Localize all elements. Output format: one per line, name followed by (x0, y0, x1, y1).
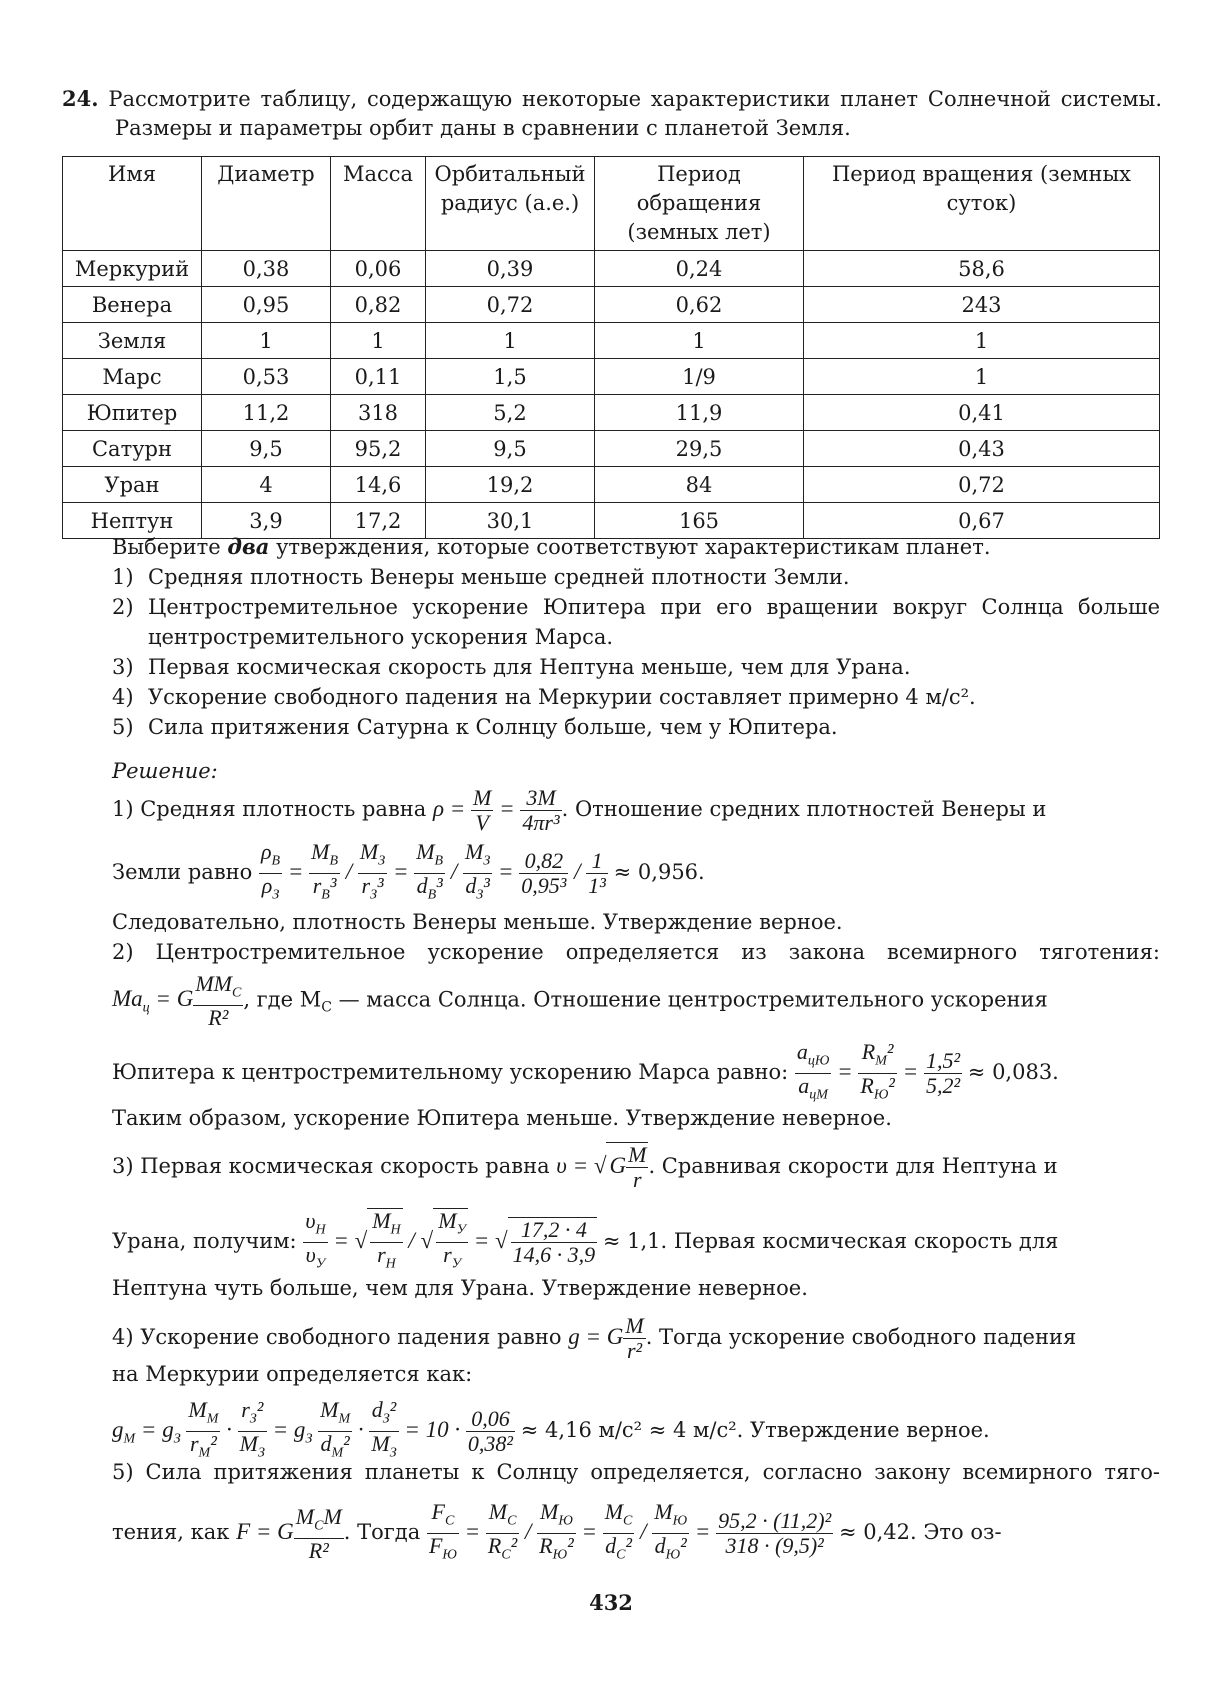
fraction-denominator: 0,38² (467, 1431, 514, 1457)
table-cell: 0,39 (426, 251, 595, 287)
col-mass: Масса (331, 157, 426, 251)
task-intro-text: Рассмотрите таблицу, содержащую некоторые характеристики планет Солнечной системы. Размеры и параметры орбит даны в сравнении с планетой Земля. (108, 87, 1162, 140)
table-cell: 4 (202, 467, 331, 503)
table-cell: 29,5 (595, 431, 804, 467)
solution-text: . Тогда ускорение свободного падения (645, 1324, 1077, 1349)
solution-result: ≈ 0,956. (613, 860, 705, 885)
solution-text: — масса Солнца. Отношение центростремительного ускорения (338, 987, 1048, 1012)
solution-text: . Сравнивая скорости для Нептуна и (648, 1153, 1058, 1178)
prompt-after: утверждения, которые соответствуют характеристикам планет. (276, 535, 991, 559)
col-name: Имя (63, 157, 202, 251)
table-cell: 9,5 (426, 431, 595, 467)
formula-acceleration-ratio: $\frac{a_{цЮ}}{a_{цМ}}$ = $\frac{R_М^2}{R_Ю^2}$ = $\frac{\text{1,5²}}{\text{5,2²}}$ (796, 1039, 961, 1103)
solution-text: 1) Средняя плотность равна (112, 796, 427, 821)
option-text: Центростремительное ускорение Юпитера при его вращении вокруг Солнца больше центростремительного ускорения Марса. (148, 595, 1160, 649)
option-text: Первая космическая скорость для Нептуна меньше, чем для Урана. (148, 655, 911, 679)
option-number: 5) (112, 715, 134, 739)
col-orbital-radius: Орбитальный радиус (а.е.) (426, 157, 595, 251)
table-cell: 95,2 (331, 431, 426, 467)
formula-mercury-gravity: $g_М = g_З$ $\frac{M_М}{r_М^2}$ · $\frac{r_З^2}{M_З}$ = $g_З$ $\frac{M_М}{d_М^2}$ · $\frac{d_З^2}{M_З}$ = 10 · $\frac{0,06}{\text{0,38²}}$ (112, 1397, 514, 1461)
fraction-numerator: 17,2 · 4 (511, 1218, 598, 1243)
option-5 (112, 712, 1160, 742)
solution-3-line-1 (112, 1142, 1160, 1192)
option-text: Сила притяжения Сатурна к Солнцу больше, чем у Юпитера. (148, 715, 838, 739)
solution-result: ≈ 1,1. Первая космическая скорость для (602, 1229, 1059, 1254)
table-cell: 243 (804, 287, 1160, 323)
formula-free-fall: g = G $\frac{M}{\text{r²}}$ (568, 1313, 644, 1363)
table-cell: 1,5 (426, 359, 595, 395)
table-row (63, 287, 1160, 323)
option-number: 4) (112, 685, 134, 709)
fraction-numerator: 0,82 (519, 849, 568, 874)
solution-text: . Тогда (343, 1520, 421, 1545)
table-cell: 0,82 (331, 287, 426, 323)
question-prompt (112, 532, 1160, 562)
solution-2-line-2: $Ma_ц = G$ $\frac{MM_С}{\text{R²}}$ , где $M_С$ — масса Солнца. Отношение центростремительного ускорения (112, 971, 1048, 1031)
table-cell: 30,1 (426, 503, 595, 539)
table-cell: 9,5 (202, 431, 331, 467)
planets-table (62, 156, 1160, 539)
coefficient: 10 · (425, 1417, 461, 1443)
solution-4-line-3 (112, 1398, 1160, 1466)
table-cell: Венера (63, 287, 202, 323)
table-cell: 0,72 (804, 467, 1160, 503)
table-cell: 58,6 (804, 251, 1160, 287)
table-cell: 5,2 (426, 395, 595, 431)
solution-5-line-1: 5) Сила притяжения планеты к Солнцу определяется, согласно закону всемирного тяго- (112, 1460, 1160, 1484)
fraction-numerator: 1,5² (925, 1048, 961, 1074)
fraction-denominator: 0,95³ (521, 873, 567, 899)
solution-text: , где M (243, 987, 322, 1012)
table-row (63, 251, 1160, 287)
formula-density: ρ = $\frac{M}{V}$ = $\frac{3M}{\text{4πr³}}$ (432, 785, 560, 835)
fraction-denominator: 5,2² (925, 1073, 961, 1099)
solution-text: тения, как (112, 1520, 230, 1545)
table-cell: 0,53 (202, 359, 331, 395)
col-orbital-period: Период обращения (земных лет) (595, 157, 804, 251)
option-2 (112, 592, 1160, 652)
solution-4-line-2: на Меркурии определяется как: (112, 1362, 473, 1386)
table-cell: Нептун (63, 503, 202, 539)
table-row (63, 323, 1160, 359)
table-cell: 0,95 (202, 287, 331, 323)
solution-text: 4) Ускорение свободного падения равно (112, 1324, 562, 1349)
table-cell: 1 (202, 323, 331, 359)
formula-sun-attraction: F = G $\frac{M_СM}{\text{R²}}$ (236, 1503, 342, 1564)
table-cell: 17,2 (331, 503, 426, 539)
table-cell: 0,41 (804, 395, 1160, 431)
table-cell: 0,11 (331, 359, 426, 395)
solution-text: . Отношение средних плотностей Венеры и (561, 796, 1047, 821)
table-cell: 14,6 (331, 467, 426, 503)
table-cell: Земля (63, 323, 202, 359)
table-cell: 318 (331, 395, 426, 431)
solution-4-line-1 (112, 1314, 1160, 1363)
table-cell: Уран (63, 467, 202, 503)
table-cell: Юпитер (63, 395, 202, 431)
task-intro (62, 84, 1162, 143)
fraction-numerator: 0,06 (466, 1407, 515, 1432)
option-number: 1) (112, 565, 134, 589)
table-cell: 0,24 (595, 251, 804, 287)
table-cell: 0,38 (202, 251, 331, 287)
table-cell: 1 (804, 323, 1160, 359)
option-4 (112, 682, 1160, 712)
solution-result: ≈ 0,083. (967, 1060, 1059, 1085)
solution-3-line-2 (112, 1208, 1160, 1277)
table-cell: 1 (331, 323, 426, 359)
solution-5-line-2 (112, 1500, 1160, 1568)
solution-result: ≈ 4,16 м/с² ≈ 4 м/с². Утверждение верное. (520, 1418, 990, 1443)
option-number: 3) (112, 655, 134, 679)
solution-text: Юпитера к центростремительному ускорению Марса равно: (112, 1060, 789, 1085)
option-1 (112, 562, 1160, 592)
solution-result: ≈ 0,42. Это оз- (838, 1520, 1002, 1545)
solution-2-line-3 (112, 1040, 1160, 1108)
solution-heading: Решение: (112, 759, 218, 783)
prompt-bold: два (227, 534, 270, 559)
formula-gravity-law: $Ma_ц = G$ $\frac{MM_С}{\text{R²}}$ (112, 971, 242, 1031)
table-header-row (63, 157, 1160, 251)
table-row (63, 467, 1160, 503)
formula-force-ratio: $\frac{F_С}{F_Ю}$ = $\frac{M_С}{R_С^2}$ / $\frac{M_Ю}{R_Ю^2}$ = $\frac{M_С}{d_С^2}$ / $\frac{M_Ю}{d_Ю^2}$ = $\frac{\text{95,2 · (11,2)²}}{\text{318 · (9,5)²}}$ (428, 1499, 832, 1563)
formula-first-cosmic-velocity: υ = √ G $\frac{M}{r}$ (556, 1142, 647, 1192)
table-cell: 0,67 (804, 503, 1160, 539)
table-cell: 84 (595, 467, 804, 503)
task-number: 24. (62, 86, 99, 111)
table-cell: 0,43 (804, 431, 1160, 467)
solution-3-conclusion: Нептуна чуть больше, чем для Урана. Утверждение неверное. (112, 1276, 808, 1300)
table-cell: Марс (63, 359, 202, 395)
table-cell: Меркурий (63, 251, 202, 287)
formula-velocity-ratio: $\frac{\upsilon_Н}{\upsilon_У}$ = √ $\frac{M_Н}{r_Н}$ / √ $\frac{M_У}{r_У}$ = √ $\frac{17,2 \cdot 4}{14,6 \cdot 3,9}$ (303, 1228, 603, 1253)
option-number: 2) (112, 595, 134, 619)
table-row (63, 431, 1160, 467)
table-cell: 3,9 (202, 503, 331, 539)
table-cell: 0,62 (595, 287, 804, 323)
table-cell: 1 (804, 359, 1160, 395)
table-cell: 19,2 (426, 467, 595, 503)
table-cell: 1/9 (595, 359, 804, 395)
option-text: Средняя плотность Венеры меньше средней плотности Земли. (148, 565, 850, 589)
fraction-numerator: 95,2 · (11,2)² (718, 1508, 832, 1534)
solution-1-conclusion: Следовательно, плотность Венеры меньше. Утверждение верное. (112, 910, 843, 934)
page-number: 432 (589, 1590, 633, 1615)
col-rotation-period: Период вращения (земных суток) (804, 157, 1160, 251)
table-cell: 165 (595, 503, 804, 539)
table-cell: 11,9 (595, 395, 804, 431)
table-cell: 11,2 (202, 395, 331, 431)
task-24 (62, 84, 1162, 143)
fraction-denominator: 14,6 · 3,9 (512, 1242, 596, 1268)
solution-text: Урана, получим: (112, 1229, 297, 1254)
table-row (63, 395, 1160, 431)
table-cell: 1 (426, 323, 595, 359)
solution-2-line-1: 2) Центростремительное ускорение определяется из закона всемирного тяготения: (112, 940, 1160, 964)
solution-text: 3) Первая космическая скорость равна (112, 1153, 550, 1178)
table-row (63, 359, 1160, 395)
solution-1-line-2 (112, 840, 1160, 908)
solution-1-line-1 (112, 786, 1160, 835)
table-cell: 1 (595, 323, 804, 359)
formula-density-ratio: $\frac{\rho_В}{\rho_З}$ = $\frac{M_В}{r_В^3}$ / $\frac{M_З}{r_З^3}$ = $\frac{M_В}{d_В^3}$ / $\frac{M_З}{d_З^3}$ = $\frac{0,82}{\text{0,95³}}$ / $\frac{1}{\text{1³}}$ (260, 839, 606, 903)
option-3 (112, 652, 1160, 682)
table-cell: Сатурн (63, 431, 202, 467)
solution-text: Земли равно (112, 860, 253, 885)
option-text: Ускорение свободного падения на Меркурии составляет примерно 4 м/с². (148, 685, 976, 709)
prompt-before: Выберите (112, 535, 221, 559)
fraction-denominator: 318 · (9,5)² (725, 1533, 824, 1559)
table-cell: 0,72 (426, 287, 595, 323)
col-diameter: Диаметр (202, 157, 331, 251)
table-cell: 0,06 (331, 251, 426, 287)
solution-2-conclusion: Таким образом, ускорение Юпитера меньше. Утверждение неверное. (112, 1106, 892, 1130)
